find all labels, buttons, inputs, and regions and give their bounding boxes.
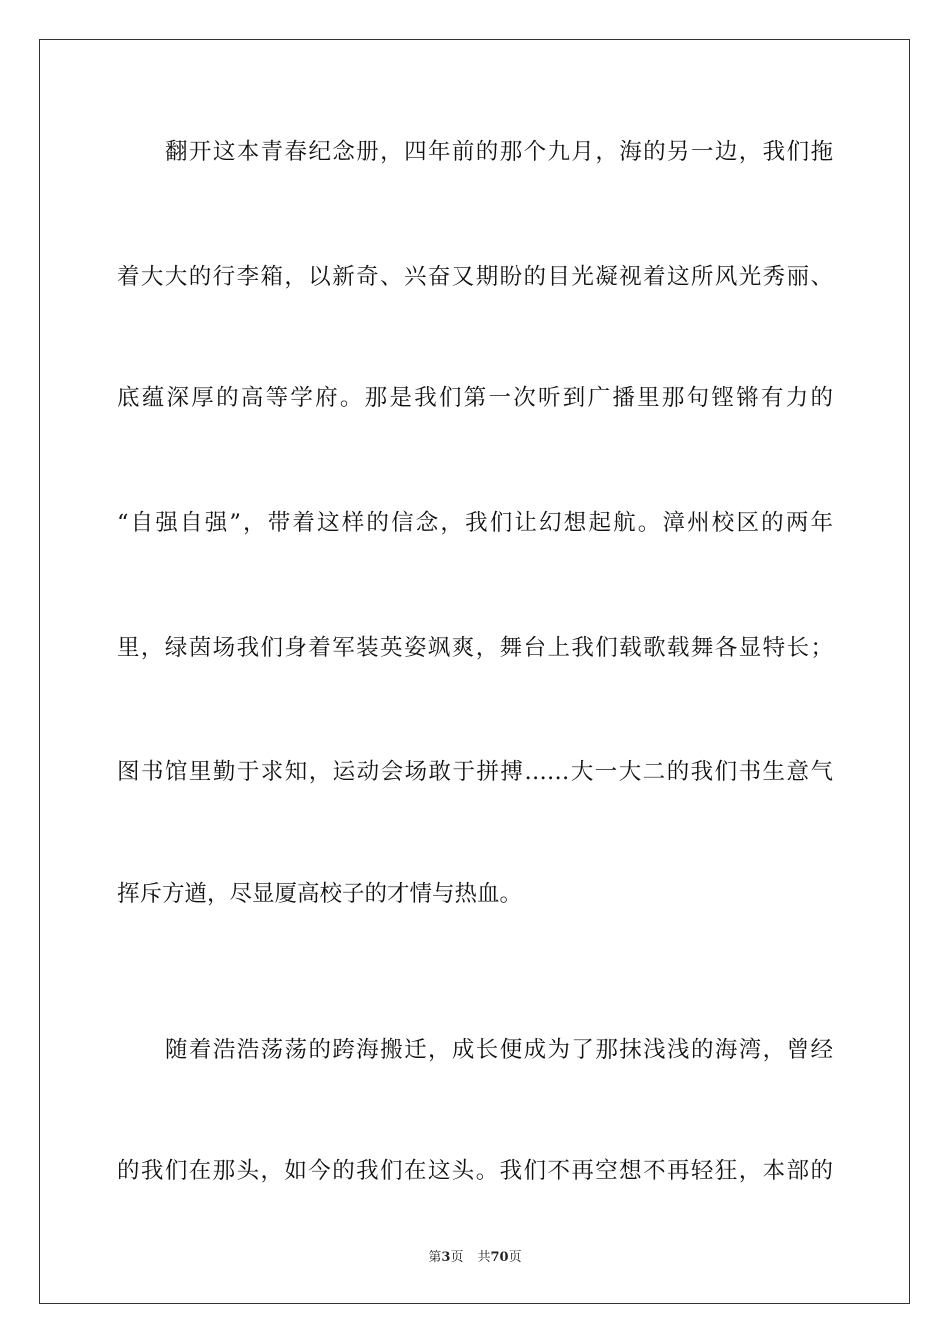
text-line-8: 随着浩浩荡荡的跨海搬迁，成长便成为了那抹浅浅的海湾，曾经 <box>165 1037 833 1063</box>
text-line-1: 翻开这本青春纪念册，四年前的那个九月，海的另一边，我们拖 <box>165 139 833 165</box>
text-line-4: “自强自强”，带着这样的信念，我们让幻想起航。漳州校区的两年 <box>117 510 833 536</box>
total-prefix: 共 <box>477 1250 491 1265</box>
text-line-2: 着大大的行李箱，以新奇、兴奋又期盼的目光凝视着这所风光秀丽、 <box>117 264 833 290</box>
text-line-7: 挥斥方遒，尽显厦高校子的才情与热血。 <box>117 881 523 907</box>
total-pages: 70 <box>490 1250 509 1265</box>
page-footer <box>0 1246 950 1265</box>
page-suffix: 页 <box>450 1250 464 1265</box>
page-border <box>39 39 910 1304</box>
total-suffix: 页 <box>508 1250 522 1265</box>
text-line-9: 的我们在那头，如今的我们在这头。我们不再空想不再轻狂，本部的 <box>117 1158 833 1184</box>
page-number: 3 <box>441 1250 451 1265</box>
page-prefix: 第 <box>428 1250 442 1265</box>
text-line-5: 里，绿茵场我们身着军装英姿飒爽，舞台上我们载歌载舞各显特长； <box>117 635 833 661</box>
text-line-6: 图书馆里勤于求知，运动会场敢于拼搏……大一大二的我们书生意气 <box>117 759 833 785</box>
text-line-3: 底蕴深厚的高等学府。那是我们第一次听到广播里那句铿锵有力的 <box>117 385 833 411</box>
